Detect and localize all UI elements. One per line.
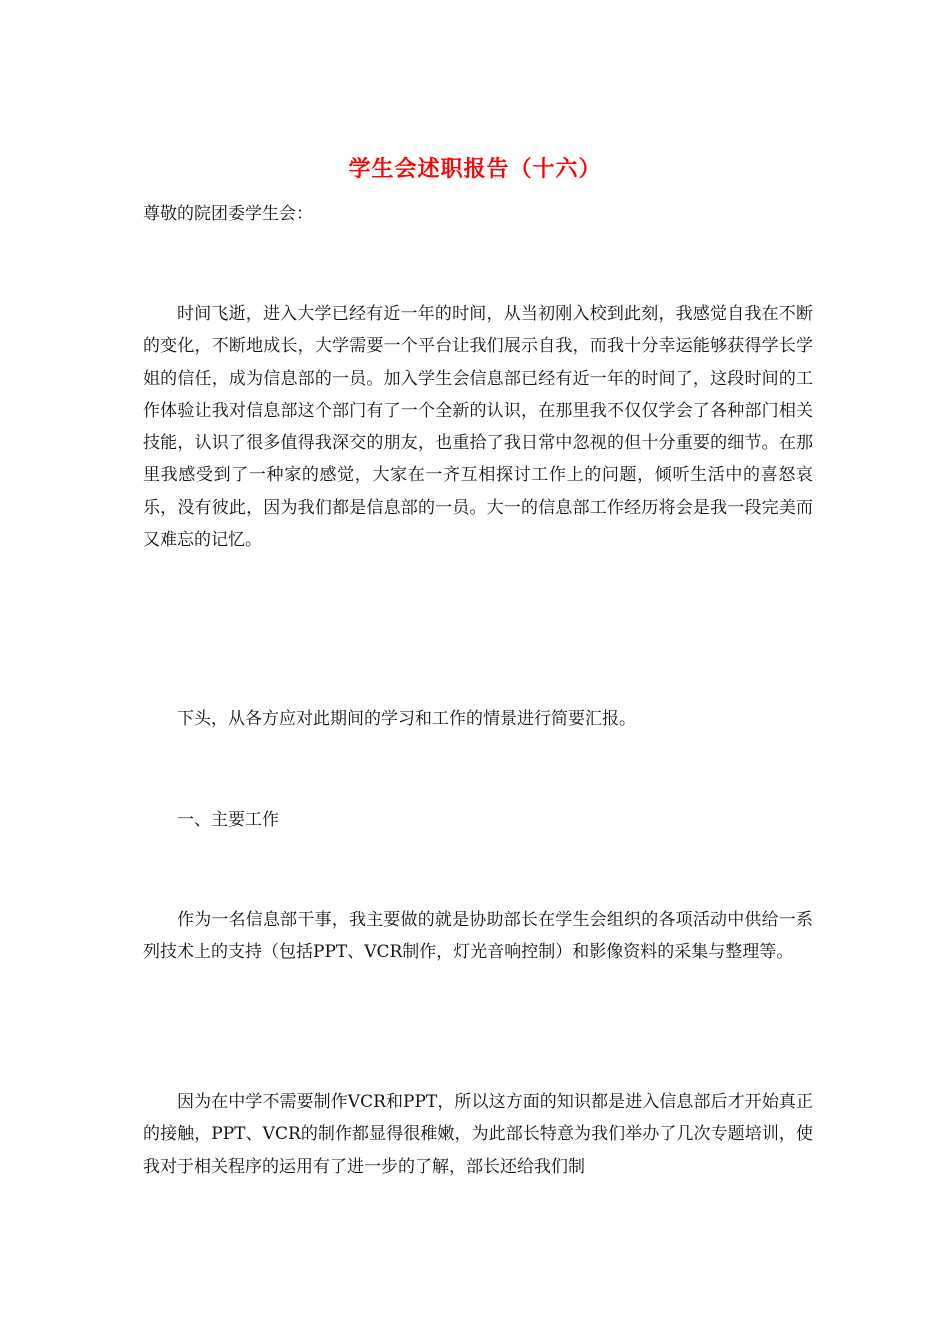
paragraph-training: 因为在中学不需要制作VCR和PPT，所以这方面的知识都是进入信息部后才开始真正的接触，PPT、VCR的制作都显得很稚嫩，为此部长特意为我们举办了几次专题培训，使我对于相关程序的运用有了进一步的了解，部长还给我们制: [143, 1092, 813, 1177]
paragraph-duties: 作为一名信息部干事，我主要做的就是协助部长在学生会组织的各项活动中供给一系列技术上的支持（包括PPT、VCR制作，灯光音响控制）和影像资料的采集与整理等。: [143, 910, 813, 963]
paragraph-intro: 时间飞逝，进入大学已经有近一年的时间，从当初刚入校到此刻，我感觉自我在不断的变化，不断地成长，大学需要一个平台让我们展示自我，而我十分幸运能够获得学长学姐的信任，成为信息部的一员。加入学生会信息部已经有近一年的时间了，这段时间的工作体验让我对信息部这个部门有了一个全新的认识，在那里我不仅仅学会了各种部门相关技能，认识了很多值得我深交的朋友，也重拾了我日常中忽视的但十分重要的细节。在那里我感受到了一种家的感觉，大家在一齐互相探讨工作上的问题，倾听生活中的喜怒哀乐，没有彼此，因为我们都是信息部的一员。大一的信息部工作经历将会是我一段完美而又难忘的记忆。: [143, 304, 813, 551]
salutation: 尊敬的院团委学生会：: [143, 204, 313, 224]
paragraph-overview: 下头，从各方应对此期间的学习和工作的情景进行简要汇报。: [177, 709, 636, 729]
section-heading-main-work: 一、主要工作: [177, 810, 279, 830]
document-title: 学生会述职报告（十六）: [348, 156, 602, 182]
